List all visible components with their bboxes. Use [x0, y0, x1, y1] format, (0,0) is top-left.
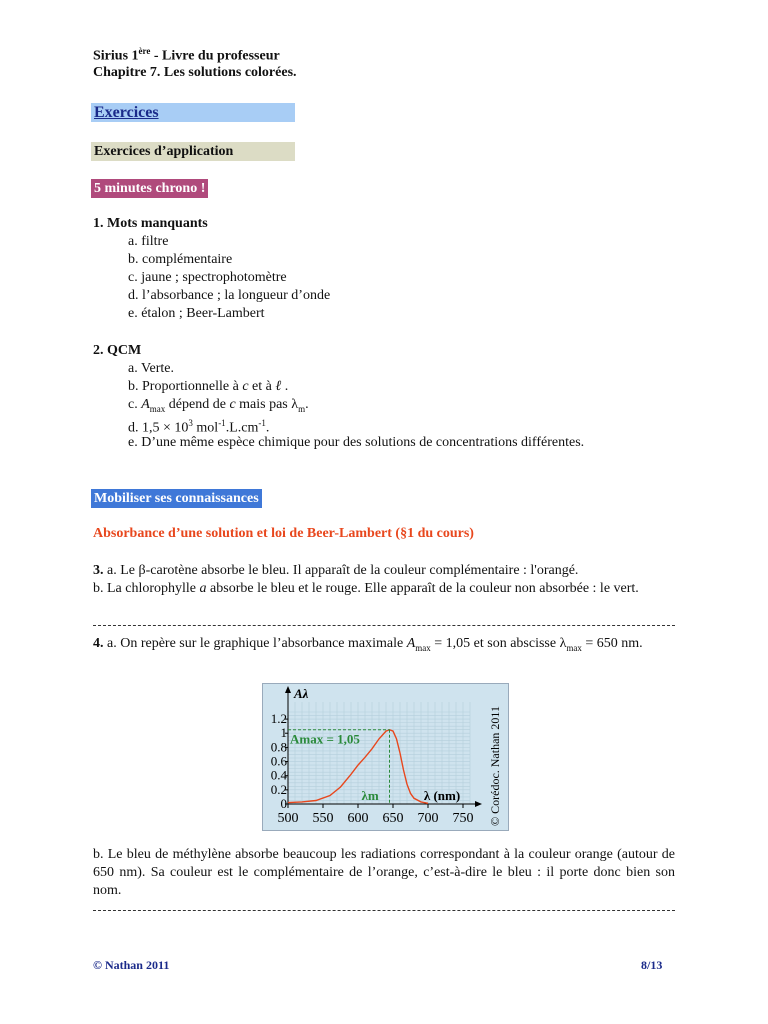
q1-title: 1. Mots manquants [93, 216, 208, 231]
y-tick-label: 0.6 [270, 753, 287, 769]
q1-item: b. complémentaire [128, 252, 233, 267]
document-header [93, 43, 297, 81]
q2-item-e: e. D’une même espèce chimique pour des solutions de concentrations différentes. [128, 435, 585, 450]
y-tick-label: 0.2 [270, 781, 287, 797]
x-tick-label: 650 [382, 811, 404, 826]
q1-item: a. filtre [128, 234, 169, 249]
absorbance-chart [262, 683, 509, 831]
q2-item-d: d. $1,5 \times 10^3$ $mol^{-1}.L.cm^{-1}$. [128, 418, 270, 436]
q2-item-a: a. Verte. [128, 361, 174, 376]
x-tick-label: 600 [347, 811, 369, 826]
x-tick-label: 750 [452, 811, 474, 826]
q3-answer-a: 3. a. Le β-carotène absorbe le bleu. Il apparaît de la couleur complémentaire : l'orangé. [93, 563, 579, 578]
q2-item-c: c. $A_{max}$ dépend de c mais pas $\lambda_m$. [128, 397, 309, 414]
separator [93, 910, 675, 911]
header-line-2: Chapitre 7. Les solutions colorées. [93, 64, 297, 80]
y-tick-label: 0.4 [270, 767, 287, 783]
q4-answer-b: b. Le bleu de méthylène absorbe beaucoup les radiations correspondant à la couleur orange (autour de 650 nm). Sa couleur est le complémentaire de l’orange, c’est-à-dire le bleu : il porte donc bien son nom. [93, 847, 675, 898]
x-axis-label: λ (nm) [423, 788, 461, 803]
q2-title: 2. QCM [93, 343, 142, 358]
y-tick-label: 1.2 [270, 711, 287, 727]
x-axis-arrow [475, 801, 482, 807]
section-tag-mobiliser: Mobiliser ses connaissances [91, 489, 262, 508]
section-title: Absorbance d’une solution et loi de Beer-Lambert (§1 du cours) [93, 526, 474, 541]
x-tick-label: 700 [417, 811, 439, 826]
section-tag-chrono: 5 minutes chrono ! [91, 179, 208, 198]
absorbance-chart-svg [263, 684, 508, 830]
y-axis-label: Aλ [294, 686, 309, 701]
footer-page-number: 8/13 [641, 958, 663, 972]
y-tick-label: 0.8 [270, 739, 287, 755]
q2-item-b: b. Proportionnelle à c et à ℓ . [128, 379, 289, 394]
section-tag-exercices: Exercices [91, 103, 295, 122]
x-tick-label: 500 [277, 811, 299, 826]
y-tick-label: 0 [280, 796, 287, 811]
lambda-max-annotation: λm [361, 788, 379, 803]
y-tick-label: 1 [280, 725, 287, 741]
q3-answer-b: b. La chlorophylle a absorbe le bleu et le rouge. Elle apparaît de la couleur non absorbée : le vert. [93, 581, 639, 596]
x-tick-label: 550 [312, 811, 334, 826]
header-line-1: Sirius 1ère - Livre du professeur [93, 46, 280, 64]
footer-copyright: © Nathan 2011 [93, 958, 170, 972]
amax-annotation: Amax = 1,05 [290, 731, 360, 747]
y-axis-arrow [285, 686, 291, 693]
separator [93, 625, 675, 626]
q1-item: c. jaune ; spectrophotomètre [128, 270, 287, 285]
q1-item: d. l’absorbance ; la longueur d’onde [128, 288, 331, 303]
chart-credit: © Corédoc. Nathan 2011 [488, 706, 502, 826]
q4-answer-a: 4. a. On repère sur le graphique l’absorbance maximale $A_{max} = 1,05$ et son abscisse $\lambda_{max} = 650$ nm. [93, 636, 643, 653]
q1-item: e. étalon ; Beer-Lambert [128, 306, 265, 321]
section-tag-application: Exercices d’application [91, 142, 295, 161]
